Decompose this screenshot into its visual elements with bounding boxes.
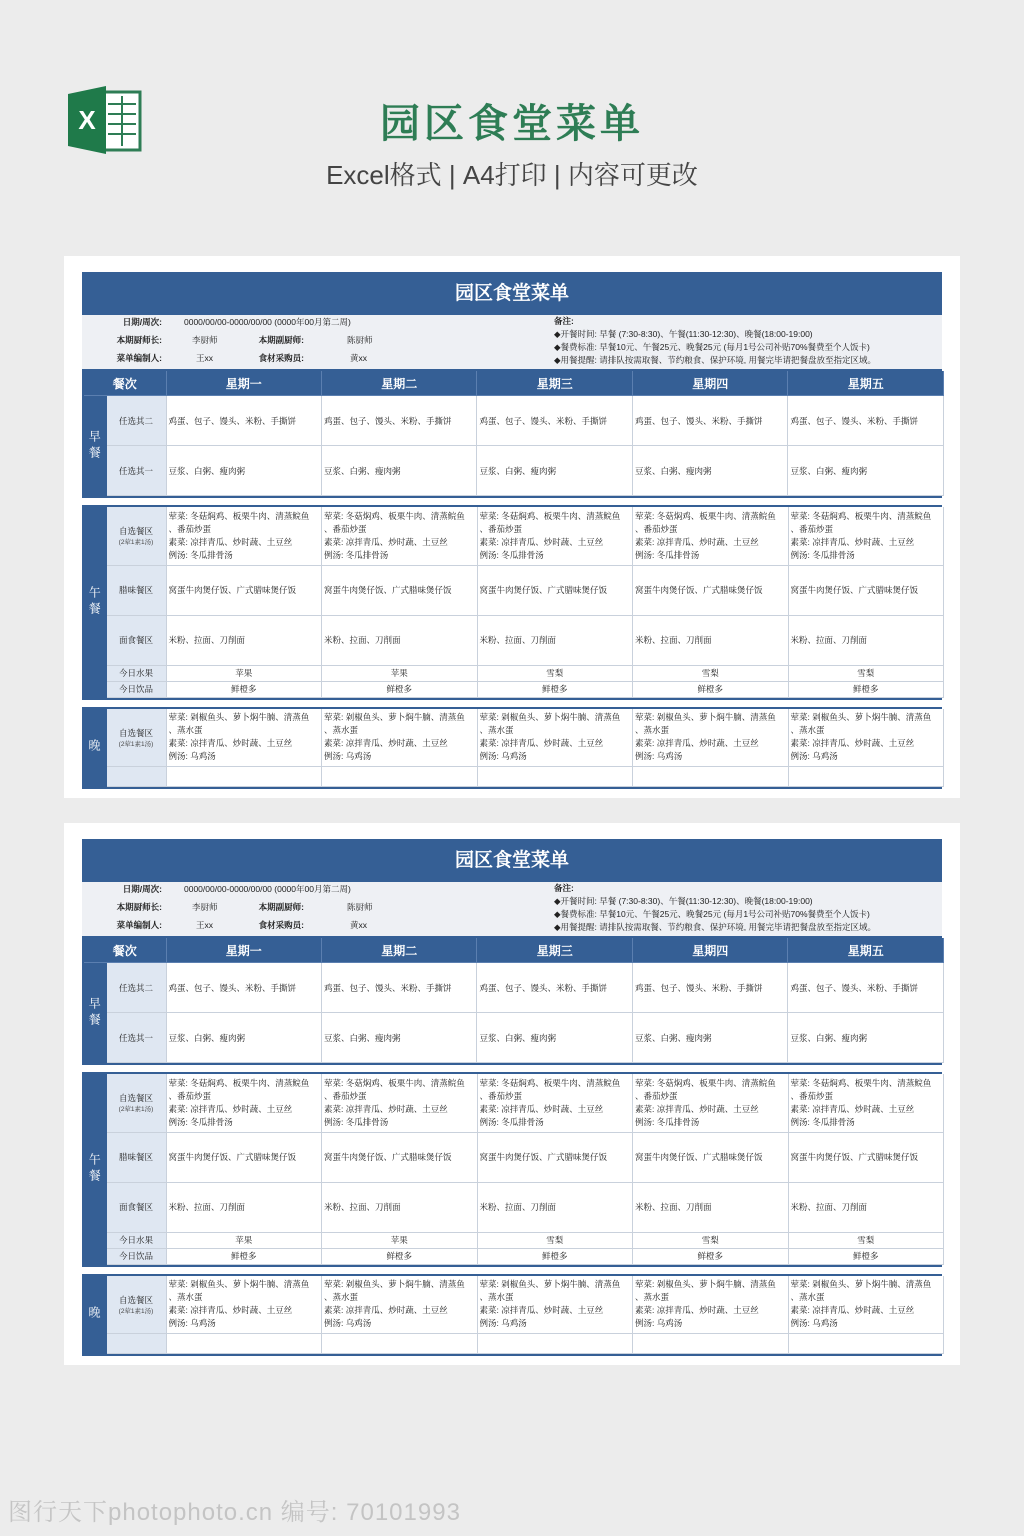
menu-cell: 豆浆、白粥、瘦肉粥 [477, 446, 632, 496]
menu-line: 素菜: 凉拌青瓜、炒时蔬、土豆丝 [790, 536, 915, 547]
lunch-label: 午餐 [84, 507, 106, 697]
menu-line: 荤菜: 剁椒鱼头、萝卜焖牛腩、清蒸鱼 [790, 1279, 932, 1290]
menu-line: 、番茄炒蛋 [790, 1090, 834, 1101]
page-title: 园区食堂菜单 [380, 102, 644, 146]
note-meal-fee: ◆餐费标准: 早餐10元、午餐25元、晚餐25元 (每月1号公司补贴70%餐费至个人饭卡) [554, 342, 870, 352]
menu-line: 素菜: 凉拌青瓜、炒时蔬、土豆丝 [479, 1103, 604, 1114]
menu-line: 、番茄炒蛋 [168, 523, 212, 534]
menu-cell [322, 709, 478, 767]
breakfast-block [82, 369, 942, 498]
menu-cell: 米粉、拉面、刀削面 [166, 1182, 322, 1232]
notes-title: 备注: [554, 883, 574, 893]
note-meal-time: ◆开餐时间: 早餐 (7:30-8:30)、午餐(11:30-12:30)、晚餐(18:00-19:00) [554, 329, 813, 339]
menu-line: 例汤: 乌鸡汤 [168, 1318, 216, 1329]
breakfast-label: 早餐 [84, 963, 106, 1063]
breakfast-block [82, 936, 942, 1065]
info-panel [82, 882, 942, 936]
menu-line: 例汤: 冬瓜排骨汤 [635, 1116, 700, 1127]
menu-cell: 豆浆、白粥、瘦肉粥 [322, 1013, 477, 1063]
menu-line: 、蒸水蛋 [790, 725, 825, 736]
row-label: 面食餐区 [106, 615, 166, 665]
menu-sheet-2 [64, 823, 960, 1365]
buyer-label: 食材采购员: [258, 920, 304, 930]
menu-line: 、蒸水蛋 [324, 1292, 359, 1303]
sous-chef-label: 本期副厨师: [258, 335, 304, 345]
menu-line: 、番茄炒蛋 [635, 523, 678, 534]
drink-cell: 鲜橙多 [166, 681, 322, 697]
notes [554, 315, 944, 367]
self-select-label: 自选餐区 [118, 1294, 153, 1305]
menu-line: 、番茄炒蛋 [324, 1090, 367, 1101]
row-label: 今日饮品 [106, 1248, 166, 1264]
buyer-value: 黄xx [350, 920, 368, 930]
menu-cell [477, 1334, 633, 1354]
menu-line: 、蒸水蛋 [479, 1292, 514, 1303]
menu-cell [788, 1334, 944, 1354]
menu-line: 例汤: 乌鸡汤 [324, 751, 372, 762]
editor-label: 菜单编制人: [116, 920, 162, 930]
menu-line: 、番茄炒蛋 [168, 1090, 212, 1101]
menu-line: 荤菜: 冬菇焖鸡、板栗牛肉、清蒸鲩鱼 [168, 510, 310, 521]
menu-line: 例汤: 冬瓜排骨汤 [168, 549, 233, 560]
drink-cell: 鲜橙多 [322, 681, 478, 697]
menu-line: 荤菜: 剁椒鱼头、萝卜焖牛腩、清蒸鱼 [479, 712, 621, 723]
menu-line: 例汤: 冬瓜排骨汤 [324, 549, 389, 560]
table-row [84, 1232, 944, 1248]
sous-chef-label: 本期副厨师: [258, 902, 304, 912]
row-label: 面食餐区 [106, 1182, 166, 1232]
menu-cell [166, 709, 322, 767]
dinner-label: 晚 [84, 1276, 106, 1354]
dinner-block [82, 707, 942, 790]
day-header: 星期三 [477, 938, 632, 963]
row-label: 腊味餐区 [106, 565, 166, 615]
menu-cell: 豆浆、白粥、瘦肉粥 [322, 446, 477, 496]
date-value: 0000/00/00-0000/00/00 (0000年00月第二周) [184, 317, 351, 327]
menu-line: 素菜: 凉拌青瓜、炒时蔬、土豆丝 [168, 738, 293, 749]
menu-line: 荤菜: 冬菇焖鸡、板栗牛肉、清蒸鲩鱼 [635, 1077, 776, 1088]
dinner-label: 晚 [84, 709, 106, 787]
table-row [84, 1182, 944, 1232]
table-row [84, 565, 944, 615]
menu-line: 素菜: 凉拌青瓜、炒时蔬、土豆丝 [324, 1305, 448, 1316]
meal-column-header: 餐次 [84, 371, 166, 396]
menu-cell: 窝蛋牛肉煲仔饭、广式腊味煲仔饭 [166, 565, 322, 615]
row-label [106, 767, 166, 787]
menu-line: 素菜: 凉拌青瓜、炒时蔬、土豆丝 [479, 1305, 604, 1316]
info-panel [82, 315, 942, 369]
menu-line: 荤菜: 剁椒鱼头、萝卜焖牛腩、清蒸鱼 [168, 712, 310, 723]
menu-cell: 窝蛋牛肉煲仔饭、广式腊味煲仔饭 [477, 565, 633, 615]
menu-line: 、蒸水蛋 [324, 725, 359, 736]
menu-cell: 鸡蛋、包子、馒头、米粉、手撕饼 [788, 396, 944, 446]
menu-line: 例汤: 乌鸡汤 [324, 1318, 372, 1329]
menu-line: 荤菜: 冬菇焖鸡、板栗牛肉、清蒸鲩鱼 [635, 510, 776, 521]
self-select-note: (2荤1素1汤) [118, 539, 154, 547]
menu-line: 荤菜: 剁椒鱼头、萝卜焖牛腩、清蒸鱼 [479, 1279, 621, 1290]
menu-cell: 豆浆、白粥、瘦肉粥 [632, 1013, 787, 1063]
note-reminder: ◆用餐提醒: 请排队按需取餐、节约粮食、保护环境, 用餐完毕请把餐盘放至指定区域。 [554, 922, 876, 932]
menu-cell [633, 709, 789, 767]
row-label: 今日水果 [106, 665, 166, 681]
row-label: 今日水果 [106, 1232, 166, 1248]
menu-line: 、番茄炒蛋 [479, 1090, 523, 1101]
editor-value: 王xx [196, 353, 214, 363]
day-header: 星期四 [632, 371, 787, 396]
menu-sheet-1 [64, 256, 960, 798]
self-select-label: 自选餐区 [118, 1093, 153, 1104]
menu-cell [477, 1074, 633, 1132]
menu-cell: 窝蛋牛肉煲仔饭、广式腊味煲仔饭 [322, 565, 478, 615]
day-header: 星期四 [632, 938, 787, 963]
menu-cell: 豆浆、白粥、瘦肉粥 [788, 1013, 944, 1063]
menu-cell [788, 1074, 944, 1132]
drink-cell: 鲜橙多 [788, 681, 944, 697]
row-label: 今日饮品 [106, 681, 166, 697]
menu-line: 例汤: 乌鸡汤 [635, 751, 683, 762]
menu-cell [477, 507, 633, 565]
row-label [106, 507, 166, 565]
day-header-row [84, 938, 944, 963]
lunch-block [82, 505, 942, 700]
menu-cell [322, 767, 478, 787]
drink-cell: 鲜橙多 [166, 1248, 322, 1264]
menu-cell: 鸡蛋、包子、馒头、米粉、手撕饼 [322, 396, 477, 446]
menu-line: 素菜: 凉拌青瓜、炒时蔬、土豆丝 [635, 738, 759, 749]
note-reminder: ◆用餐提醒: 请排队按需取餐、节约粮食、保护环境, 用餐完毕请把餐盘放至指定区域。 [554, 355, 876, 365]
menu-cell: 豆浆、白粥、瘦肉粥 [166, 446, 321, 496]
menu-line: 例汤: 冬瓜排骨汤 [635, 549, 700, 560]
drink-cell: 鲜橙多 [633, 1248, 789, 1264]
menu-cell: 米粉、拉面、刀削面 [633, 1182, 789, 1232]
day-header: 星期一 [166, 938, 321, 963]
fruit-cell: 雪梨 [788, 1232, 944, 1248]
self-select-note: (2荤1素1汤) [118, 1106, 154, 1114]
self-select-label: 自选餐区 [118, 727, 153, 738]
date-label: 日期/周次: [122, 317, 162, 327]
meal-column-header: 餐次 [84, 938, 166, 963]
fruit-cell: 雪梨 [477, 665, 633, 681]
table-row [84, 665, 944, 681]
menu-line: 例汤: 冬瓜排骨汤 [790, 1116, 855, 1127]
menu-line: 例汤: 冬瓜排骨汤 [479, 1116, 544, 1127]
menu-line: 素菜: 凉拌青瓜、炒时蔬、土豆丝 [635, 536, 759, 547]
menu-line: 、蒸水蛋 [168, 725, 203, 736]
menu-cell: 米粉、拉面、刀削面 [788, 615, 944, 665]
menu-cell [633, 1334, 789, 1354]
menu-line: 素菜: 凉拌青瓜、炒时蔬、土豆丝 [324, 738, 448, 749]
chef-value: 李厨师 [192, 335, 218, 345]
menu-cell: 米粉、拉面、刀削面 [322, 1182, 478, 1232]
menu-cell: 米粉、拉面、刀削面 [322, 615, 478, 665]
menu-cell: 鸡蛋、包子、馒头、米粉、手撕饼 [322, 963, 477, 1013]
svg-text:X: X [78, 105, 96, 135]
menu-line: 素菜: 凉拌青瓜、炒时蔬、土豆丝 [168, 1103, 293, 1114]
menu-cell [788, 1276, 944, 1334]
fruit-cell: 苹果 [322, 665, 478, 681]
menu-line: 、蒸水蛋 [790, 1292, 825, 1303]
sheet-title: 园区食堂菜单 [82, 272, 942, 315]
drink-cell: 鲜橙多 [788, 1248, 944, 1264]
date-value: 0000/00/00-0000/00/00 (0000年00月第二周) [184, 884, 351, 894]
page-header [0, 0, 1024, 230]
table-row [84, 709, 944, 767]
day-header: 星期一 [166, 371, 321, 396]
drink-cell: 鲜橙多 [477, 681, 633, 697]
menu-cell: 米粉、拉面、刀削面 [633, 615, 789, 665]
menu-cell [166, 1334, 322, 1354]
row-label: 任选其一 [106, 446, 166, 496]
menu-cell: 米粉、拉面、刀削面 [477, 1182, 633, 1232]
menu-line: 、蒸水蛋 [635, 1292, 670, 1303]
row-label [106, 1276, 166, 1334]
lunch-label: 午餐 [84, 1074, 106, 1264]
row-label: 任选其二 [106, 396, 166, 446]
menu-cell [166, 767, 322, 787]
fruit-cell: 雪梨 [633, 1232, 789, 1248]
menu-cell [477, 709, 633, 767]
menu-cell [322, 1276, 478, 1334]
self-select-label: 自选餐区 [118, 526, 153, 537]
menu-cell: 鸡蛋、包子、馒头、米粉、手撕饼 [477, 396, 632, 446]
row-label [106, 1074, 166, 1132]
menu-cell: 鸡蛋、包子、馒头、米粉、手撕饼 [166, 963, 321, 1013]
table-row [84, 1074, 944, 1132]
row-label [106, 709, 166, 767]
menu-line: 荤菜: 剁椒鱼头、萝卜焖牛腩、清蒸鱼 [790, 712, 932, 723]
menu-cell [633, 1074, 789, 1132]
menu-line: 例汤: 冬瓜排骨汤 [168, 1116, 233, 1127]
menu-line: 荤菜: 冬菇焖鸡、板栗牛肉、清蒸鲩鱼 [324, 1077, 465, 1088]
menu-line: 荤菜: 冬菇焖鸡、板栗牛肉、清蒸鲩鱼 [168, 1077, 310, 1088]
menu-line: 素菜: 凉拌青瓜、炒时蔬、土豆丝 [324, 536, 448, 547]
self-select-note: (2荤1素1汤) [118, 1307, 154, 1315]
day-header-row [84, 371, 944, 396]
menu-cell: 鸡蛋、包子、馒头、米粉、手撕饼 [632, 963, 787, 1013]
notes [554, 882, 944, 934]
table-row [84, 446, 944, 496]
menu-line: 荤菜: 冬菇焖鸡、板栗牛肉、清蒸鲩鱼 [790, 1077, 932, 1088]
menu-line: 荤菜: 剁椒鱼头、萝卜焖牛腩、清蒸鱼 [635, 712, 776, 723]
table-row [84, 507, 944, 565]
table-row [84, 1013, 944, 1063]
menu-line: 例汤: 乌鸡汤 [790, 751, 838, 762]
day-header: 星期五 [788, 371, 944, 396]
row-label [106, 1334, 166, 1354]
menu-cell [166, 507, 322, 565]
menu-line: 荤菜: 剁椒鱼头、萝卜焖牛腩、清蒸鱼 [168, 1279, 310, 1290]
self-select-note: (2荤1素1汤) [118, 740, 154, 748]
menu-cell: 米粉、拉面、刀削面 [477, 615, 633, 665]
menu-cell: 窝蛋牛肉煲仔饭、广式腊味煲仔饭 [633, 565, 789, 615]
menu-cell [166, 1276, 322, 1334]
fruit-cell: 苹果 [166, 1232, 322, 1248]
menu-line: 素菜: 凉拌青瓜、炒时蔬、土豆丝 [168, 536, 293, 547]
menu-cell [633, 767, 789, 787]
menu-line: 、蒸水蛋 [635, 725, 670, 736]
menu-line: 荤菜: 剁椒鱼头、萝卜焖牛腩、清蒸鱼 [324, 1279, 465, 1290]
chef-value: 李厨师 [192, 902, 218, 912]
page-subtitle: Excel格式 | A4打印 | 内容可更改 [326, 160, 698, 190]
menu-line: 例汤: 冬瓜排骨汤 [479, 549, 544, 560]
table-row [84, 681, 944, 697]
menu-line: 、蒸水蛋 [168, 1292, 203, 1303]
day-header: 星期五 [788, 938, 944, 963]
fruit-cell: 苹果 [322, 1232, 478, 1248]
editor-label: 菜单编制人: [116, 353, 162, 363]
menu-line: 素菜: 凉拌青瓜、炒时蔬、土豆丝 [635, 1103, 759, 1114]
menu-line: 素菜: 凉拌青瓜、炒时蔬、土豆丝 [790, 1305, 915, 1316]
menu-cell [477, 767, 633, 787]
menu-line: 、番茄炒蛋 [635, 1090, 678, 1101]
fruit-cell: 雪梨 [477, 1232, 633, 1248]
buyer-value: 黄xx [350, 353, 368, 363]
table-row [84, 1248, 944, 1264]
menu-line: 例汤: 乌鸡汤 [790, 1318, 838, 1329]
menu-line: 荤菜: 剁椒鱼头、萝卜焖牛腩、清蒸鱼 [324, 712, 465, 723]
row-label: 任选其一 [106, 1013, 166, 1063]
menu-cell: 窝蛋牛肉煲仔饭、广式腊味煲仔饭 [788, 565, 944, 615]
day-header: 星期三 [477, 371, 632, 396]
menu-cell [322, 507, 478, 565]
menu-cell: 鸡蛋、包子、馒头、米粉、手撕饼 [477, 963, 632, 1013]
table-row [84, 1132, 944, 1182]
menu-line: 例汤: 乌鸡汤 [635, 1318, 683, 1329]
menu-cell: 窝蛋牛肉煲仔饭、广式腊味煲仔饭 [788, 1132, 944, 1182]
menu-line: 例汤: 冬瓜排骨汤 [790, 549, 855, 560]
day-header: 星期二 [322, 938, 477, 963]
menu-cell: 鸡蛋、包子、馒头、米粉、手撕饼 [166, 396, 321, 446]
menu-line: 荤菜: 冬菇焖鸡、板栗牛肉、清蒸鲩鱼 [790, 510, 932, 521]
menu-cell: 米粉、拉面、刀削面 [166, 615, 322, 665]
sous-chef-value: 陈厨师 [347, 335, 373, 345]
table-row [84, 615, 944, 665]
drink-cell: 鲜橙多 [477, 1248, 633, 1264]
menu-cell: 窝蛋牛肉煲仔饭、广式腊味煲仔饭 [633, 1132, 789, 1182]
menu-cell: 窝蛋牛肉煲仔饭、广式腊味煲仔饭 [166, 1132, 322, 1182]
menu-line: 、番茄炒蛋 [479, 523, 523, 534]
menu-cell: 米粉、拉面、刀削面 [788, 1182, 944, 1232]
menu-line: 素菜: 凉拌青瓜、炒时蔬、土豆丝 [479, 738, 604, 749]
fruit-cell: 雪梨 [633, 665, 789, 681]
menu-cell [166, 1074, 322, 1132]
menu-line: 例汤: 乌鸡汤 [479, 1318, 527, 1329]
menu-cell: 豆浆、白粥、瘦肉粥 [632, 446, 787, 496]
dinner-block [82, 1274, 942, 1357]
menu-line: 、蒸水蛋 [479, 725, 514, 736]
menu-line: 例汤: 乌鸡汤 [479, 751, 527, 762]
menu-line: 例汤: 冬瓜排骨汤 [324, 1116, 389, 1127]
table-row [84, 963, 944, 1013]
editor-value: 王xx [196, 920, 214, 930]
menu-line: 荤菜: 冬菇焖鸡、板栗牛肉、清蒸鲩鱼 [324, 510, 465, 521]
menu-line: 、番茄炒蛋 [790, 523, 834, 534]
menu-cell [477, 1276, 633, 1334]
menu-cell [633, 507, 789, 565]
menu-line: 例汤: 乌鸡汤 [168, 751, 216, 762]
drink-cell: 鲜橙多 [633, 681, 789, 697]
menu-cell: 窝蛋牛肉煲仔饭、广式腊味煲仔饭 [477, 1132, 633, 1182]
breakfast-label: 早餐 [84, 396, 106, 496]
table-row [84, 1334, 944, 1354]
table-row [84, 396, 944, 446]
row-label: 任选其二 [106, 963, 166, 1013]
sous-chef-value: 陈厨师 [347, 902, 373, 912]
watermark: 图行天下photophoto.cn 编号: 70101993 [8, 1499, 461, 1526]
menu-cell [322, 1074, 478, 1132]
menu-cell [788, 709, 944, 767]
menu-line: 荤菜: 剁椒鱼头、萝卜焖牛腩、清蒸鱼 [635, 1279, 776, 1290]
menu-cell [322, 1334, 478, 1354]
menu-line: 素菜: 凉拌青瓜、炒时蔬、土豆丝 [168, 1305, 293, 1316]
row-label: 腊味餐区 [106, 1132, 166, 1182]
menu-line: 素菜: 凉拌青瓜、炒时蔬、土豆丝 [790, 1103, 915, 1114]
note-meal-time: ◆开餐时间: 早餐 (7:30-8:30)、午餐(11:30-12:30)、晚餐(18:00-19:00) [554, 896, 813, 906]
chef-label: 本期厨师长: [116, 902, 162, 912]
note-meal-fee: ◆餐费标准: 早餐10元、午餐25元、晚餐25元 (每月1号公司补贴70%餐费至个人饭卡) [554, 909, 870, 919]
drink-cell: 鲜橙多 [322, 1248, 478, 1264]
date-label: 日期/周次: [122, 884, 162, 894]
menu-cell: 窝蛋牛肉煲仔饭、广式腊味煲仔饭 [322, 1132, 478, 1182]
menu-line: 素菜: 凉拌青瓜、炒时蔬、土豆丝 [790, 738, 915, 749]
menu-cell: 豆浆、白粥、瘦肉粥 [166, 1013, 321, 1063]
lunch-block [82, 1072, 942, 1267]
menu-line: 素菜: 凉拌青瓜、炒时蔬、土豆丝 [635, 1305, 759, 1316]
buyer-label: 食材采购员: [258, 353, 304, 363]
sheet-title: 园区食堂菜单 [82, 839, 942, 882]
chef-label: 本期厨师长: [116, 335, 162, 345]
menu-line: 荤菜: 冬菇焖鸡、板栗牛肉、清蒸鲩鱼 [479, 510, 621, 521]
day-header: 星期二 [322, 371, 477, 396]
notes-title: 备注: [554, 316, 574, 326]
menu-cell: 鸡蛋、包子、馒头、米粉、手撕饼 [788, 963, 944, 1013]
menu-cell: 豆浆、白粥、瘦肉粥 [788, 446, 944, 496]
table-row [84, 767, 944, 787]
menu-cell [788, 767, 944, 787]
menu-line: 、番茄炒蛋 [324, 523, 367, 534]
menu-cell [788, 507, 944, 565]
menu-cell: 豆浆、白粥、瘦肉粥 [477, 1013, 632, 1063]
menu-line: 素菜: 凉拌青瓜、炒时蔬、土豆丝 [479, 536, 604, 547]
menu-cell [633, 1276, 789, 1334]
fruit-cell: 雪梨 [788, 665, 944, 681]
menu-cell: 鸡蛋、包子、馒头、米粉、手撕饼 [632, 396, 787, 446]
menu-line: 荤菜: 冬菇焖鸡、板栗牛肉、清蒸鲩鱼 [479, 1077, 621, 1088]
fruit-cell: 苹果 [166, 665, 322, 681]
menu-line: 素菜: 凉拌青瓜、炒时蔬、土豆丝 [324, 1103, 448, 1114]
table-row [84, 1276, 944, 1334]
